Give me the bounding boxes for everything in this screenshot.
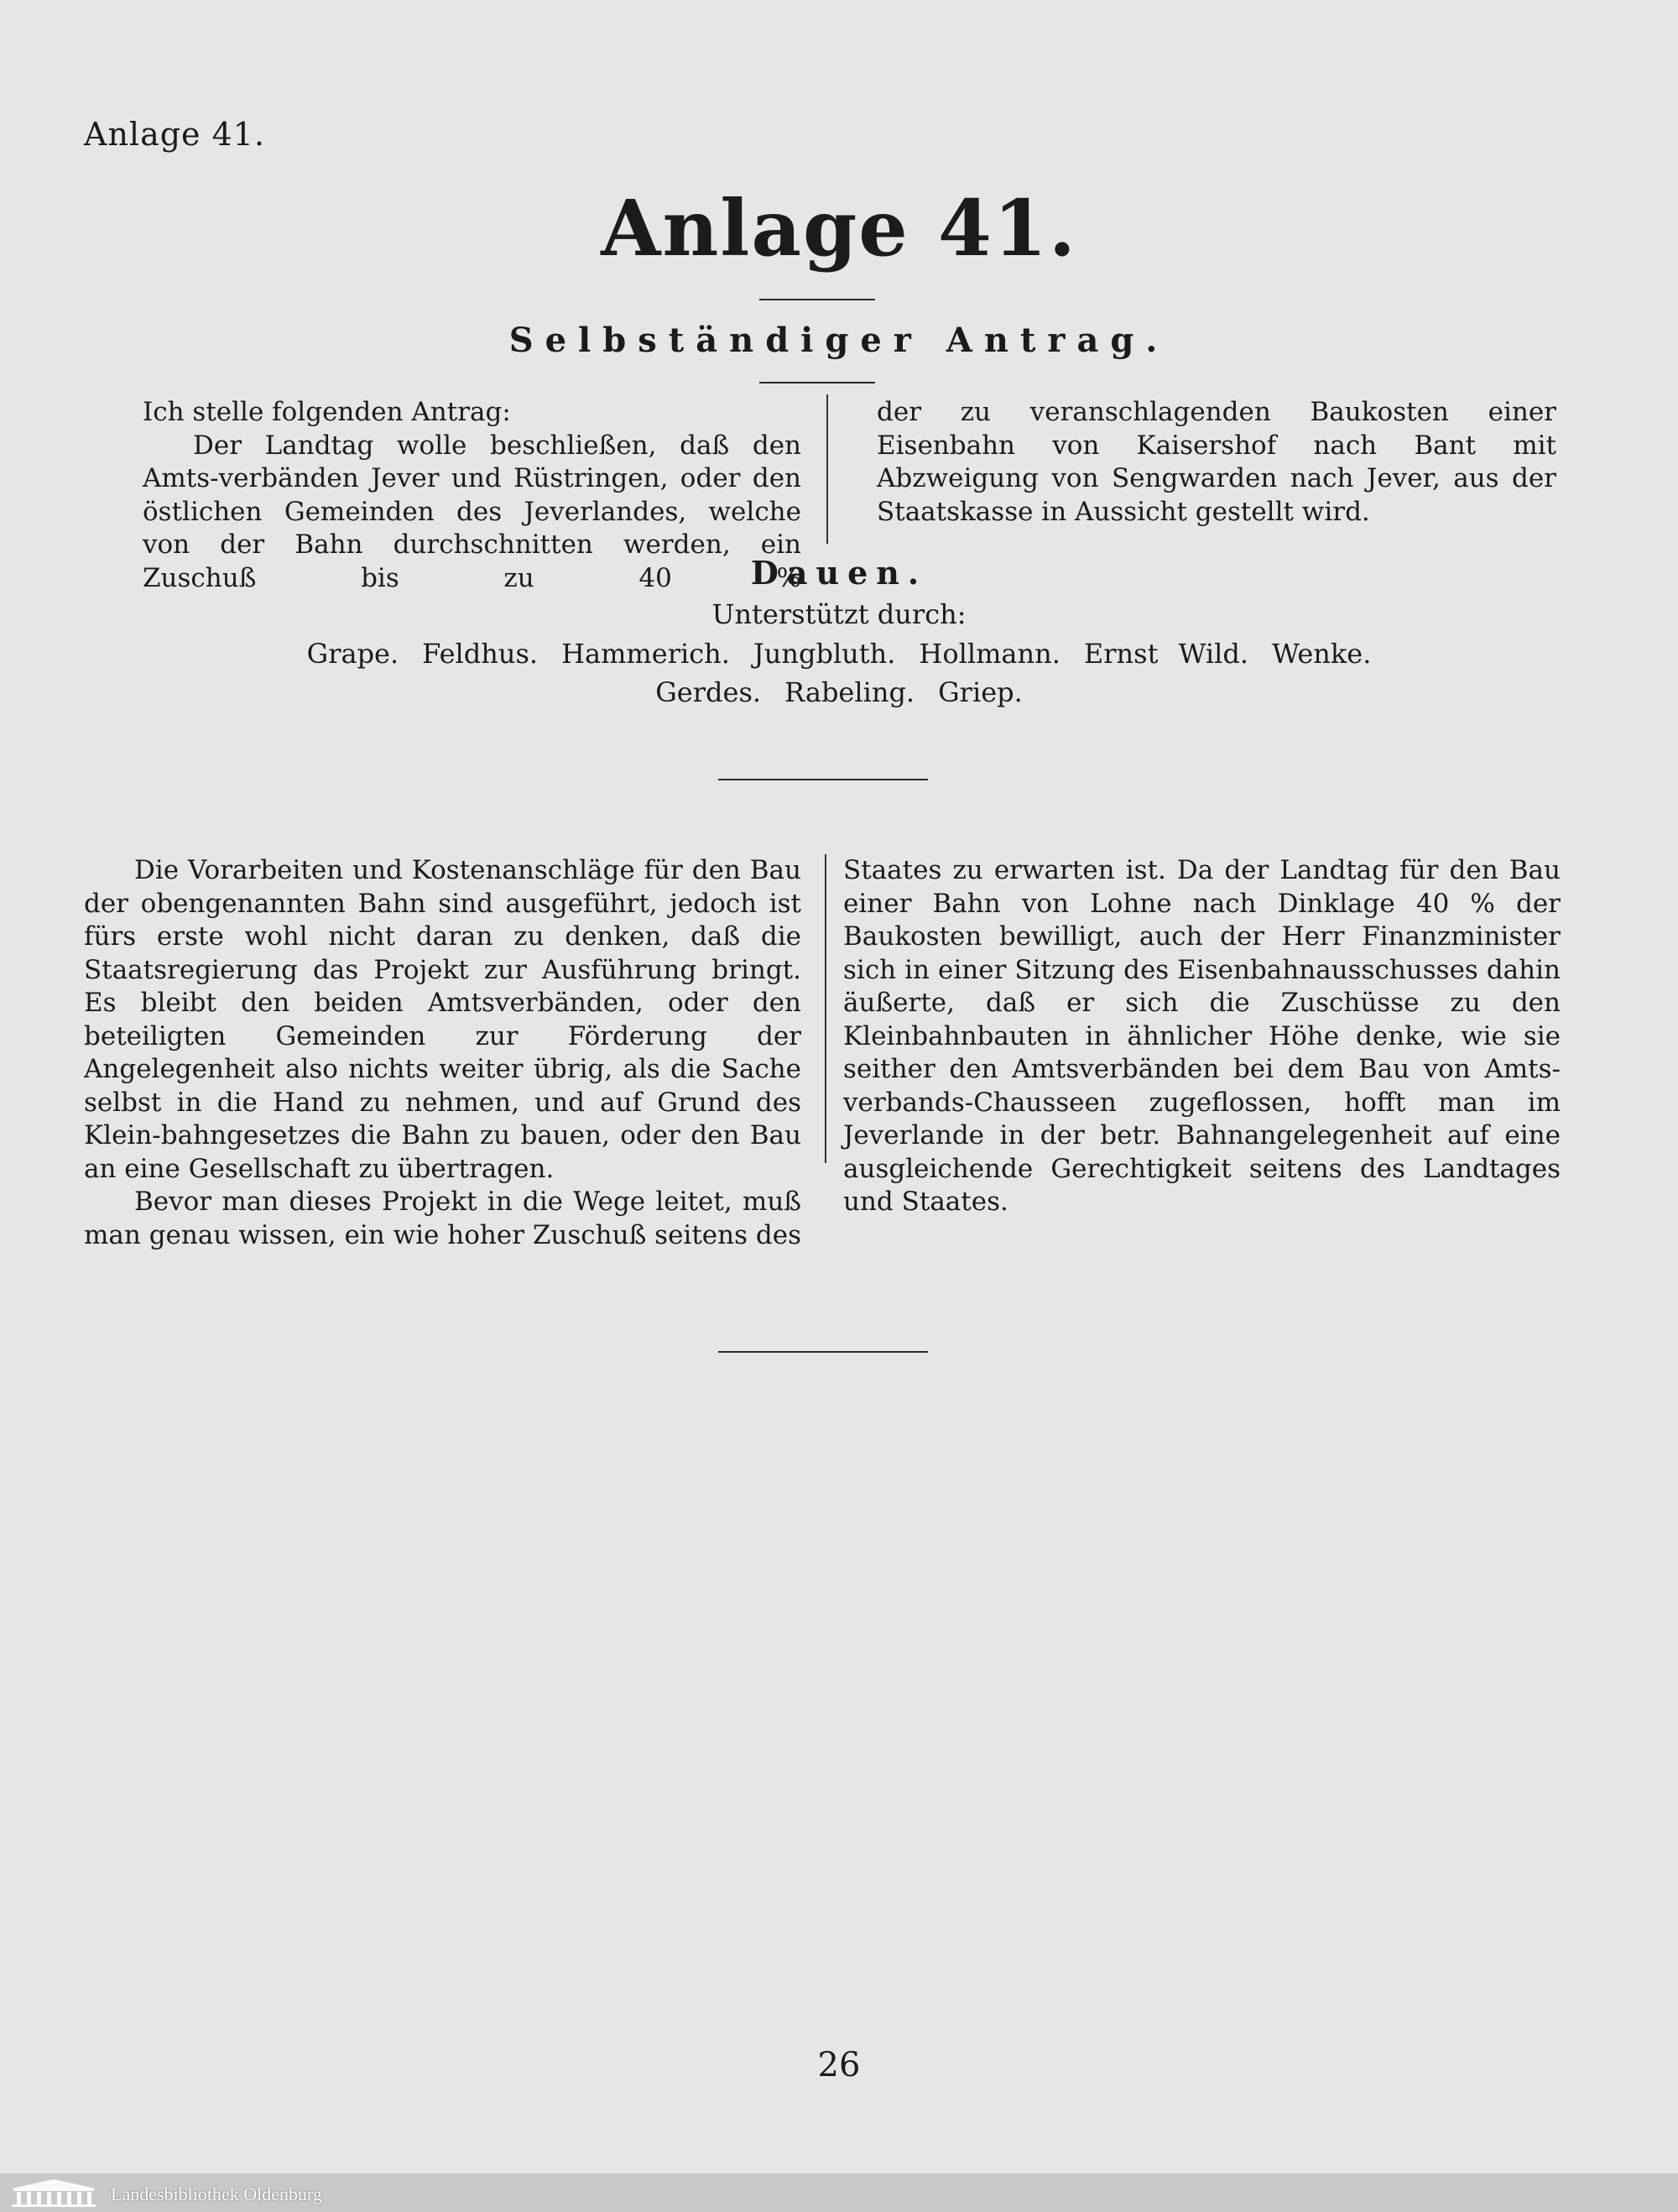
supporter-name: Gerdes. <box>655 676 762 708</box>
author-name: Dauen. <box>750 554 928 592</box>
motion-text-left: Der Landtag wolle beschließen, daß den Amts-verbänden Jever und Rüstringen, oder den östlichen Gemeinden des Jeverlandes, welche von der Bahn durchschnitten werden, ein Zuschuß bis zu 40 % <box>143 430 801 593</box>
end-rule <box>718 1351 928 1353</box>
supporter-name: Ernst Wild. <box>1083 638 1249 670</box>
supporter-name: Griep. <box>938 676 1023 708</box>
supporter-name: Grape. <box>306 638 399 670</box>
supporter-name: Hollmann. <box>919 638 1060 670</box>
motion-text-right: der zu veranschlagenden Baukosten einer Eisenbahn von Kaisershof nach Bant mit Abzweigung von Sengwarden nach Jever, aus der Staatskasse in Aussicht gestellt wird. <box>877 397 1556 527</box>
supporter-name: Jungbluth. <box>753 638 896 670</box>
justification-paragraph-1: Die Vorarbeiten und Kostenanschläge für den Bau der obengenannten Bahn sind ausgeführt, jedoch ist fürs erste wohl nicht daran zu denken, daß die Staatsregierung das Projekt zur Ausführung bringt. Es bleibt den beiden Amtsverbänden, oder den beteiligten Gemeinden zur Förderung der Angelegenheit also nichts weiter übrig, als die Sache selbst in die Hand zu nehmen, und auf Grund des Klein-bahngesetzes die Bahn zu bauen, oder den Bau an eine Gesellschaft zu übertragen. <box>84 855 801 1184</box>
library-name: Landesbibliothek Oldenburg <box>111 2183 322 2204</box>
title-rule <box>759 299 875 300</box>
running-head: Anlage 41. <box>84 116 266 153</box>
justification-right-column <box>843 854 1561 1219</box>
justification-text-right: Staates zu erwarten ist. Da der Landtag für den Bau einer Bahn von Lohne nach Dinklage 40 % der Baukosten bewilligt, auch der Herr Finanzminister sich in einer Sitzung des Eisenbahnausschusses dahin äußerte, daß er sich die Zuschüsse zu den Kleinbahnbauten in ähnlicher Höhe denke, wie sie seither den Amtsverbänden bei dem Bau von Amts-verbands-Chausseen zugeflossen, hofft man im Jeverlande in der betr. Bahnangelegenheit auf eine ausgleichende Gerechtigkeit seitens des Landtages und Staates. <box>843 855 1561 1217</box>
supporter-name: Hammerich. <box>561 638 730 670</box>
supported-by-label: Unterstützt durch: <box>711 598 967 630</box>
library-footer <box>0 2173 1678 2212</box>
page-title: Anlage 41. <box>601 183 1077 274</box>
supporters-line-2 <box>0 676 1678 708</box>
supporter-name: Feldhus. <box>422 638 539 670</box>
subtitle: Selbständiger Antrag. <box>508 321 1170 360</box>
supporters-line-1 <box>0 638 1678 670</box>
justification-left-column <box>84 854 801 1252</box>
section-rule <box>718 779 928 780</box>
subtitle-rule <box>759 382 875 383</box>
column-divider <box>826 394 828 544</box>
supporter-name: Rabeling. <box>784 676 915 708</box>
justification-paragraph-2: Bevor man dieses Projekt in die Wege leitet, muß man genau wissen, ein wie hoher Zuschuß seitens des <box>84 1187 801 1250</box>
library-building-icon <box>7 2177 101 2209</box>
supporter-name: Wenke. <box>1272 638 1372 670</box>
motion-intro: Ich stelle folgenden Antrag: <box>143 397 511 427</box>
column-divider <box>825 854 826 1163</box>
page-number: 26 <box>817 2046 861 2084</box>
motion-right-column <box>877 396 1556 529</box>
